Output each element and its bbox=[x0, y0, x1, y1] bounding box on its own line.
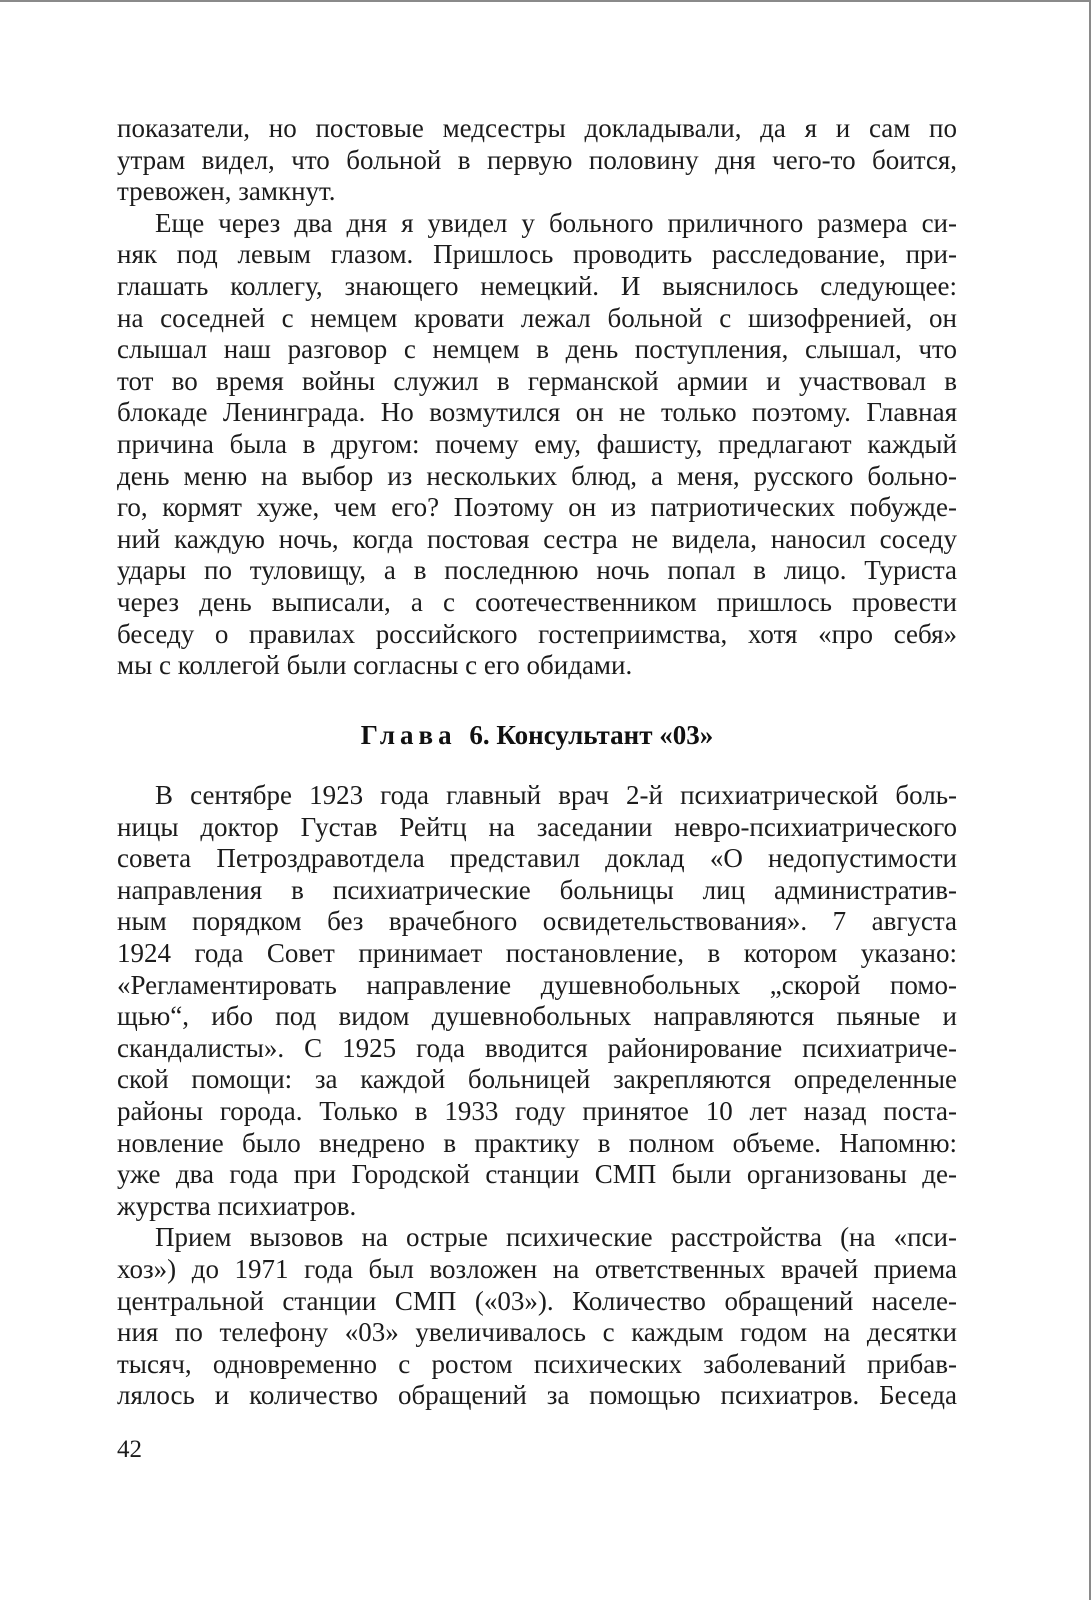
text-line: уже два года при Городской станции СМП были организованы де- bbox=[117, 1159, 957, 1190]
text-line: районы города. Только в 1933 году принятое 10 лет назад поста- bbox=[117, 1095, 957, 1126]
text-line: направления в психиатрические больницы лиц административ- bbox=[117, 874, 957, 905]
text-line: мы с коллегой были согласны с его обидами. bbox=[117, 650, 633, 681]
text-line: лялось и количество обращений за помощью психиатров. Беседа bbox=[117, 1380, 957, 1411]
text-line: щью“, ибо под видом душевнобольных направляются пьяные и bbox=[117, 1001, 957, 1032]
paragraph bbox=[117, 113, 957, 208]
chapter-title: 6. Консультант «03» bbox=[469, 720, 714, 750]
text-line: через день выписали, а с соотечественником пришлось провести bbox=[117, 586, 957, 617]
text-line: совета Петроздравотдела представил доклад «О недопустимости bbox=[117, 843, 957, 874]
text-line: хоз») до 1971 года был возложен на ответственных врачей приема bbox=[117, 1253, 957, 1284]
text-line: беседу о правилах российского гостеприимства, хотя «про себя» bbox=[117, 618, 957, 649]
text-line: скандалисты». С 1925 года вводится районирование психиатриче- bbox=[117, 1032, 957, 1063]
text-line: В сентябре 1923 года главный врач 2-й психиатрической боль- bbox=[155, 780, 957, 810]
text-line: день меню на выбор из нескольких блюд, а меня, русского больно- bbox=[117, 460, 957, 491]
text-line: тревожен, замкнут. bbox=[117, 176, 336, 207]
chapter-heading bbox=[117, 718, 957, 752]
text-line: на соседней с немцем кровати лежал больной с шизофренией, он bbox=[117, 302, 957, 333]
text-line: тысяч, одновременно с ростом психических заболеваний прибав- bbox=[117, 1348, 957, 1379]
text-line: «Регламентировать направление душевнобольных „скорой помо- bbox=[117, 969, 957, 1000]
chapter-label: Глава bbox=[360, 720, 457, 750]
text-line: ний каждую ночь, когда постовая сестра не видела, наносил соседу bbox=[117, 523, 957, 554]
text-line: новление было внедрено в практику в полном объеме. Напомню: bbox=[117, 1127, 957, 1158]
text-line: ницы доктор Густав Рейтц на заседании невро-психиатрического bbox=[117, 811, 957, 842]
text-line: причина была в другом: почему ему, фашисту, предлагают каждый bbox=[117, 428, 957, 459]
page-number: 42 bbox=[117, 1436, 142, 1463]
text-line: утрам видел, что больной в первую половину дня чего-то боится, bbox=[117, 144, 957, 175]
text-line: Еще через два дня я увидел у больного приличного размера си- bbox=[155, 207, 957, 238]
text-line: показатели, но постовые медсестры докладывали, да я и сам по bbox=[117, 113, 957, 143]
paragraph bbox=[117, 780, 957, 1222]
text-line: Прием вызовов на острые психические расстройства (на «пси- bbox=[155, 1222, 957, 1253]
text-line: няк под левым глазом. Пришлось проводить расследование, при- bbox=[117, 239, 957, 270]
text-line: тот во время войны служил в германской армии и участвовал в bbox=[117, 365, 957, 396]
text-line: 1924 года Совет принимает постановление, в котором указано: bbox=[117, 937, 957, 968]
text-line: ния по телефону «03» увеличивалось с каждым годом на десятки bbox=[117, 1317, 957, 1348]
text-line: блокаде Ленинграда. Но возмутился он не только поэтому. Главная bbox=[117, 397, 957, 428]
text-line: удары по туловищу, а в последнюю ночь попал в лицо. Туриста bbox=[117, 555, 957, 586]
paragraph bbox=[117, 208, 957, 682]
text-line: ным порядком без врачебного освидетельствования». 7 августа bbox=[117, 906, 957, 937]
text-line: центральной станции СМП («03»). Количество обращений населе- bbox=[117, 1285, 957, 1316]
text-line: журства психиатров. bbox=[117, 1190, 357, 1221]
text-block-top bbox=[117, 113, 957, 682]
text-line: ской помощи: за каждой больницей закрепляются определенные bbox=[117, 1064, 957, 1095]
text-line: глашать коллегу, знающего немецкий. И выяснилось следующее: bbox=[117, 270, 957, 301]
paragraph bbox=[117, 1222, 957, 1412]
text-line: го, кормят хуже, чем его? Поэтому он из патриотических побужде- bbox=[117, 492, 957, 523]
text-line: слышал наш разговор с немцем в день поступления, слышал, что bbox=[117, 334, 957, 365]
text-block-bottom bbox=[117, 780, 957, 1412]
